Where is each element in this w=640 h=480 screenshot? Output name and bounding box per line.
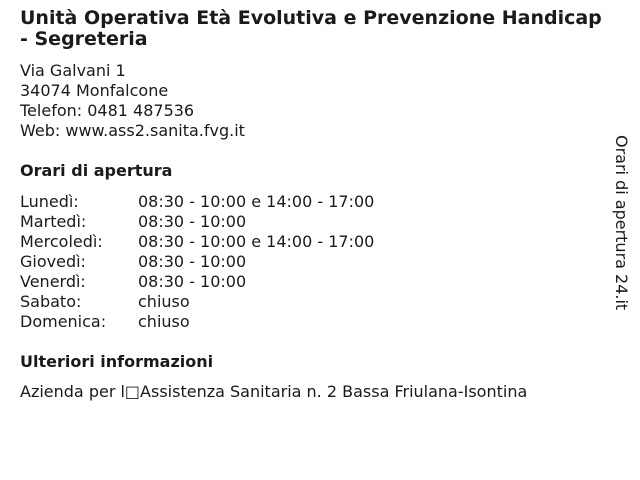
opening-hours-table: [20, 192, 610, 332]
hours-row-sunday: [20, 312, 610, 332]
hours-row-friday: [20, 272, 610, 292]
hours-row-monday: [20, 192, 610, 212]
time-value: chiuso: [138, 312, 190, 331]
time-value: 08:30 - 10:00 e 14:00 - 17:00: [138, 232, 375, 251]
day-label: Martedì:: [20, 212, 87, 231]
time-value: 08:30 - 10:00 e 14:00 - 17:00: [138, 192, 375, 211]
day-label: Mercoledì:: [20, 232, 103, 251]
time-value: 08:30 - 10:00: [138, 212, 247, 231]
address-phone: Telefon: 0481 487536: [20, 101, 195, 120]
hours-row-thursday: [20, 252, 610, 272]
hours-row-wednesday: [20, 232, 610, 252]
opening-hours-heading: Orari di apertura: [20, 161, 173, 180]
hours-row-tuesday: [20, 212, 610, 232]
day-label: Venerdì:: [20, 272, 86, 291]
day-label: Giovedì:: [20, 252, 86, 271]
address-block: [20, 61, 610, 141]
day-label: Sabato:: [20, 292, 82, 311]
address-city: 34074 Monfalcone: [20, 81, 169, 100]
more-info-text: Azienda per l□Assistenza Sanitaria n. 2 Bassa Friulana-Isontina: [20, 382, 528, 401]
business-info: [20, 8, 610, 402]
address-street: Via Galvani 1: [20, 61, 126, 80]
time-value: chiuso: [138, 292, 190, 311]
day-label: Domenica:: [20, 312, 107, 331]
day-label: Lunedì:: [20, 192, 79, 211]
time-value: 08:30 - 10:00: [138, 272, 247, 291]
site-brand-vertical: Orari di apertura 24.it: [612, 135, 631, 311]
business-title: Unità Operativa Età Evolutiva e Prevenzione Handicap - Segreteria: [20, 7, 602, 50]
address-web: Web: www.ass2.sanita.fvg.it: [20, 121, 245, 140]
hours-row-saturday: [20, 292, 610, 312]
time-value: 08:30 - 10:00: [138, 252, 247, 271]
more-info-heading: Ulteriori informazioni: [20, 352, 214, 371]
